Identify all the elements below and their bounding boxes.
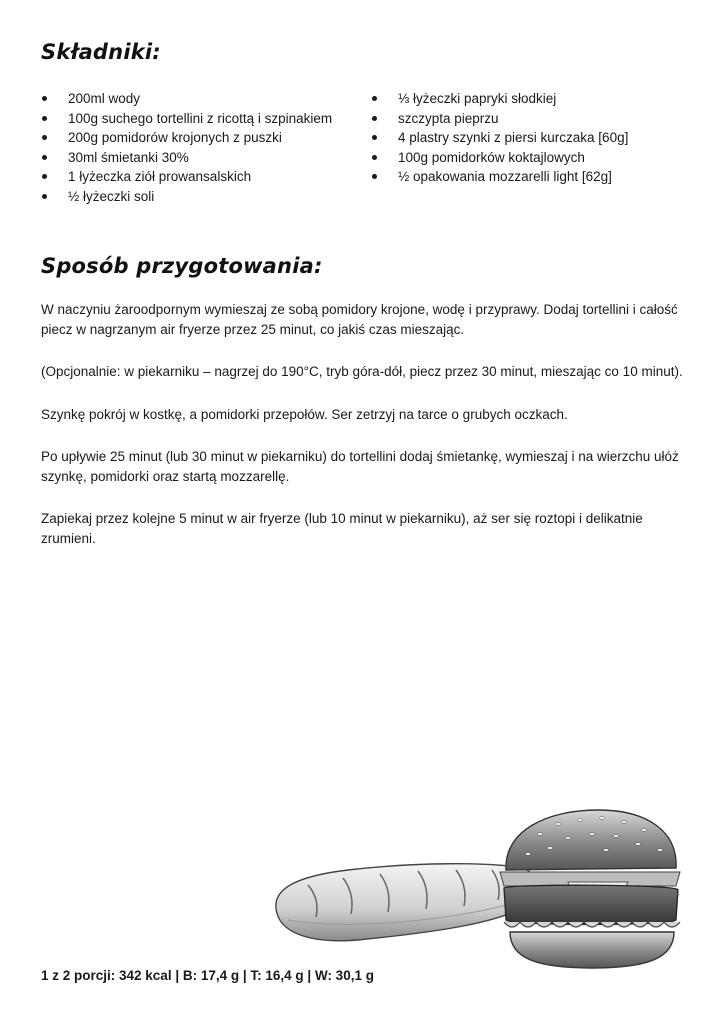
ingredient-item: 30ml śmietanki 30% <box>40 148 332 168</box>
baguette-burger-illustration <box>268 790 688 980</box>
baguette-icon <box>276 864 535 941</box>
food-sketch-icon <box>268 790 688 980</box>
method-paragraph: Szynkę pokrój w kostkę, a pomidorki przepołów. Ser zetrzyj na tarce o grubych oczkach. <box>41 406 568 422</box>
method-paragraph: W naczyniu żaroodpornym wymieszaj ze sobą pomidory krojone, wodę i przyprawy. Dodaj tortellini i całość piecz w nagrzanym air fryerze przez 25 minut, co jakiś czas mieszając. <box>41 302 678 337</box>
method-paragraph: Zapiekaj przez kolejne 5 minut w air fryerze (lub 10 minut w piekarniku), aż ser się roztopi i delikatnie zrumieni. <box>41 511 643 546</box>
ingredient-item: 200g pomidorów krojonych z puszki <box>40 128 332 148</box>
ingredient-item: 1 łyżeczka ziół prowansalskich <box>40 167 332 187</box>
ingredient-item: ½ łyżeczki soli <box>40 187 332 207</box>
ingredient-item: 100g suchego tortellini z ricottą i szpinakiem <box>40 109 332 129</box>
ingredients-heading: Składniki: <box>41 40 161 64</box>
ingredient-item: 4 plastry szynki z piersi kurczaka [60g] <box>370 128 628 148</box>
nutrition-info: 1 z 2 porcji: 342 kcal | B: 17,4 g | T: 16,4 g | W: 30,1 g <box>41 968 374 983</box>
method-steps <box>41 300 691 571</box>
method-paragraph: (Opcjonalnie: w piekarniku – nagrzej do 190°C, tryb góra-dół, piecz przez 30 minut, mieszając co 10 minut). <box>41 364 683 379</box>
ingredient-item: szczypta pieprzu <box>370 109 628 129</box>
burger-icon <box>500 810 680 968</box>
method-paragraph: Po upływie 25 minut (lub 30 minut w piekarniku) do tortellini dodaj śmietankę, wymieszaj i na wierzchu ułóż szynkę, pomidorki oraz startą mozzarellę. <box>41 449 679 484</box>
ingredients-list-left <box>40 89 332 206</box>
ingredient-item: 100g pomidorków koktajlowych <box>370 148 628 168</box>
ingredient-item: ⅓ łyżeczki papryki słodkiej <box>370 89 628 109</box>
ingredient-item: 200ml wody <box>40 89 332 109</box>
method-heading: Sposób przygotowania: <box>41 254 323 278</box>
ingredients-list-right <box>370 89 628 187</box>
ingredient-item: ½ opakowania mozzarelli light [62g] <box>370 167 628 187</box>
